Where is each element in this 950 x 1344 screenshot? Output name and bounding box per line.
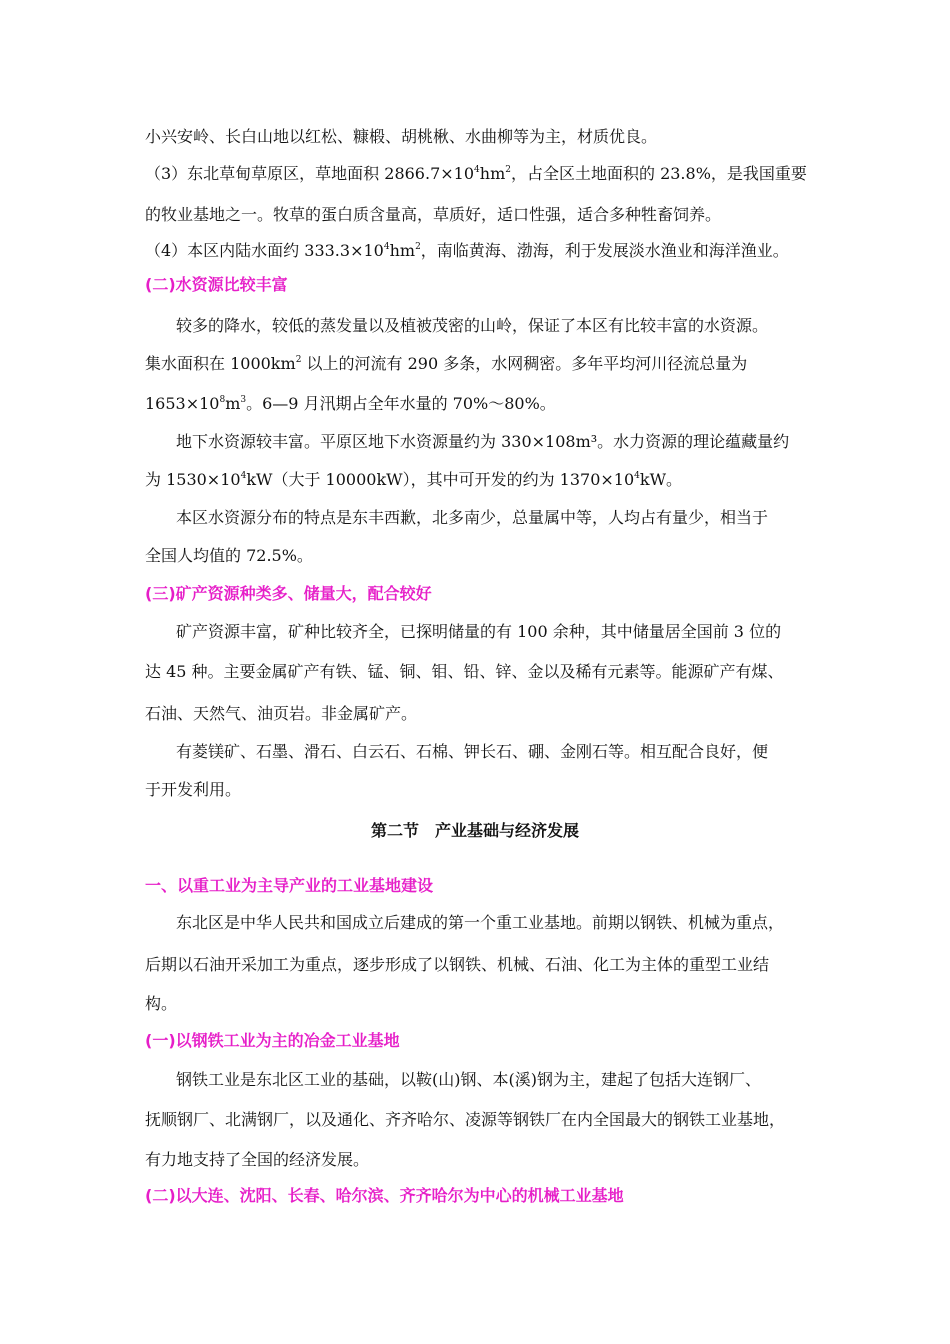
- paragraph-line: 抚顺钢厂、北满钢厂，以及通化、齐齐哈尔、凌源等钢铁厂在内全国最大的钢铁工业基地，: [145, 1110, 786, 1129]
- superscript: 8: [219, 395, 226, 405]
- paragraph-line: 小兴安岭、长白山地以红松、糠椴、胡桃楸、水曲柳等为主，材质优良。: [145, 127, 658, 146]
- text-span: （3）东北草甸草原区，草地面积 2866.7×10: [145, 164, 475, 183]
- text-span: kW。: [639, 470, 683, 489]
- paragraph-line: 达 45 种。主要金属矿产有铁、锰、铜、钼、铅、锌、金以及稀有元素等。能源矿产有煤、: [145, 662, 784, 681]
- superscript: 4: [240, 471, 247, 481]
- text-span: 为 1530×10: [145, 470, 241, 489]
- paragraph-line: 地下水资源较丰富。平原区地下水资源量约为 330×108m³。水力资源的理论蕴藏量约: [176, 432, 790, 451]
- text-span: hm: [389, 241, 416, 260]
- superscript: 2: [505, 165, 511, 175]
- paragraph-line: 于开发利用。: [145, 780, 242, 799]
- paragraph-line: [145, 164, 807, 184]
- paragraph-line: [145, 354, 747, 374]
- paragraph-line: 的牧业基地之一。牧草的蛋白质含量高，草质好，适口性强，适合多种牲畜饲养。: [145, 205, 722, 224]
- paragraph-line: 石油、天然气、油页岩。非金属矿产。: [145, 704, 418, 723]
- text-span: 1653×10: [145, 394, 220, 413]
- text-span: ，南临黄海、渤海，利于发展淡水渔业和海洋渔业。: [420, 241, 789, 260]
- subheading-machinery: (二)以大连、沈阳、长春、哈尔滨、齐齐哈尔为中心的机械工业基地: [145, 1186, 624, 1205]
- subheading-water: (二)水资源比较丰富: [145, 275, 288, 294]
- paragraph-line: 有菱镁矿、石墨、滑石、白云石、石棉、钾长石、硼、金刚石等。相互配合良好，便: [176, 742, 769, 761]
- superscript: 4: [634, 471, 640, 481]
- text-span: （4）本区内陆水面约 333.3×10: [145, 241, 384, 260]
- paragraph-line: 构。: [145, 994, 178, 1013]
- text-span: 。6—9 月汛期占全年水量的 70%～80%。: [246, 394, 556, 413]
- paragraph-line: [145, 394, 556, 414]
- paragraph-line: 东北区是中华人民共和国成立后建成的第一个重工业基地。前期以钢铁、机械为重点，: [176, 913, 785, 932]
- superscript: 3: [240, 395, 247, 405]
- superscript: 4: [474, 165, 480, 175]
- paragraph-line: 钢铁工业是东北区工业的基础，以鞍(山)钢、本(溪)钢为主，建起了包括大连钢厂、: [176, 1070, 761, 1089]
- paragraph-line: 本区水资源分布的特点是东丰西歉，北多南少，总量属中等，人均占有量少，相当于: [176, 508, 769, 527]
- paragraph-line: 较多的降水，较低的蒸发量以及植被茂密的山岭，保证了本区有比较丰富的水资源。: [176, 316, 769, 335]
- paragraph-line: 矿产资源丰富，矿种比较齐全，已探明储量的有 100 余种，其中储量居全国前 3 位的: [176, 622, 782, 641]
- subheading-mineral: (三)矿产资源种类多、储量大，配合较好: [145, 584, 432, 603]
- paragraph-line: 全国人均值的 72.5%。: [145, 546, 313, 565]
- superscript: 2: [415, 242, 421, 252]
- superscript: 2: [295, 355, 302, 365]
- text-span: kW（大于 10000kW），其中可开发的约为 1370×10: [246, 470, 635, 489]
- text-span: 以上的河流有 290 多条，水网稠密。多年平均河川径流总量为: [301, 354, 748, 373]
- paragraph-line: [145, 470, 682, 490]
- text-span: ，占全区土地面积的 23.8%，是我国重要: [510, 164, 807, 183]
- paragraph-line: [145, 241, 789, 261]
- paragraph-line: 有力地支持了全国的经济发展。: [145, 1150, 370, 1169]
- text-span: hm: [479, 164, 506, 183]
- heading-heavy-industry: 一、以重工业为主导产业的工业基地建设: [145, 876, 434, 895]
- paragraph-line: 后期以石油开采加工为重点，逐步形成了以钢铁、机械、石油、化工为主体的重型工业结: [145, 955, 770, 974]
- text-span: 集水面积在 1000km: [145, 354, 296, 373]
- section-title: 第二节 产业基础与经济发展: [370, 821, 579, 840]
- text-span: m: [225, 394, 241, 413]
- superscript: 4: [383, 242, 390, 252]
- subheading-steel: (一)以钢铁工业为主的冶金工业基地: [145, 1031, 400, 1050]
